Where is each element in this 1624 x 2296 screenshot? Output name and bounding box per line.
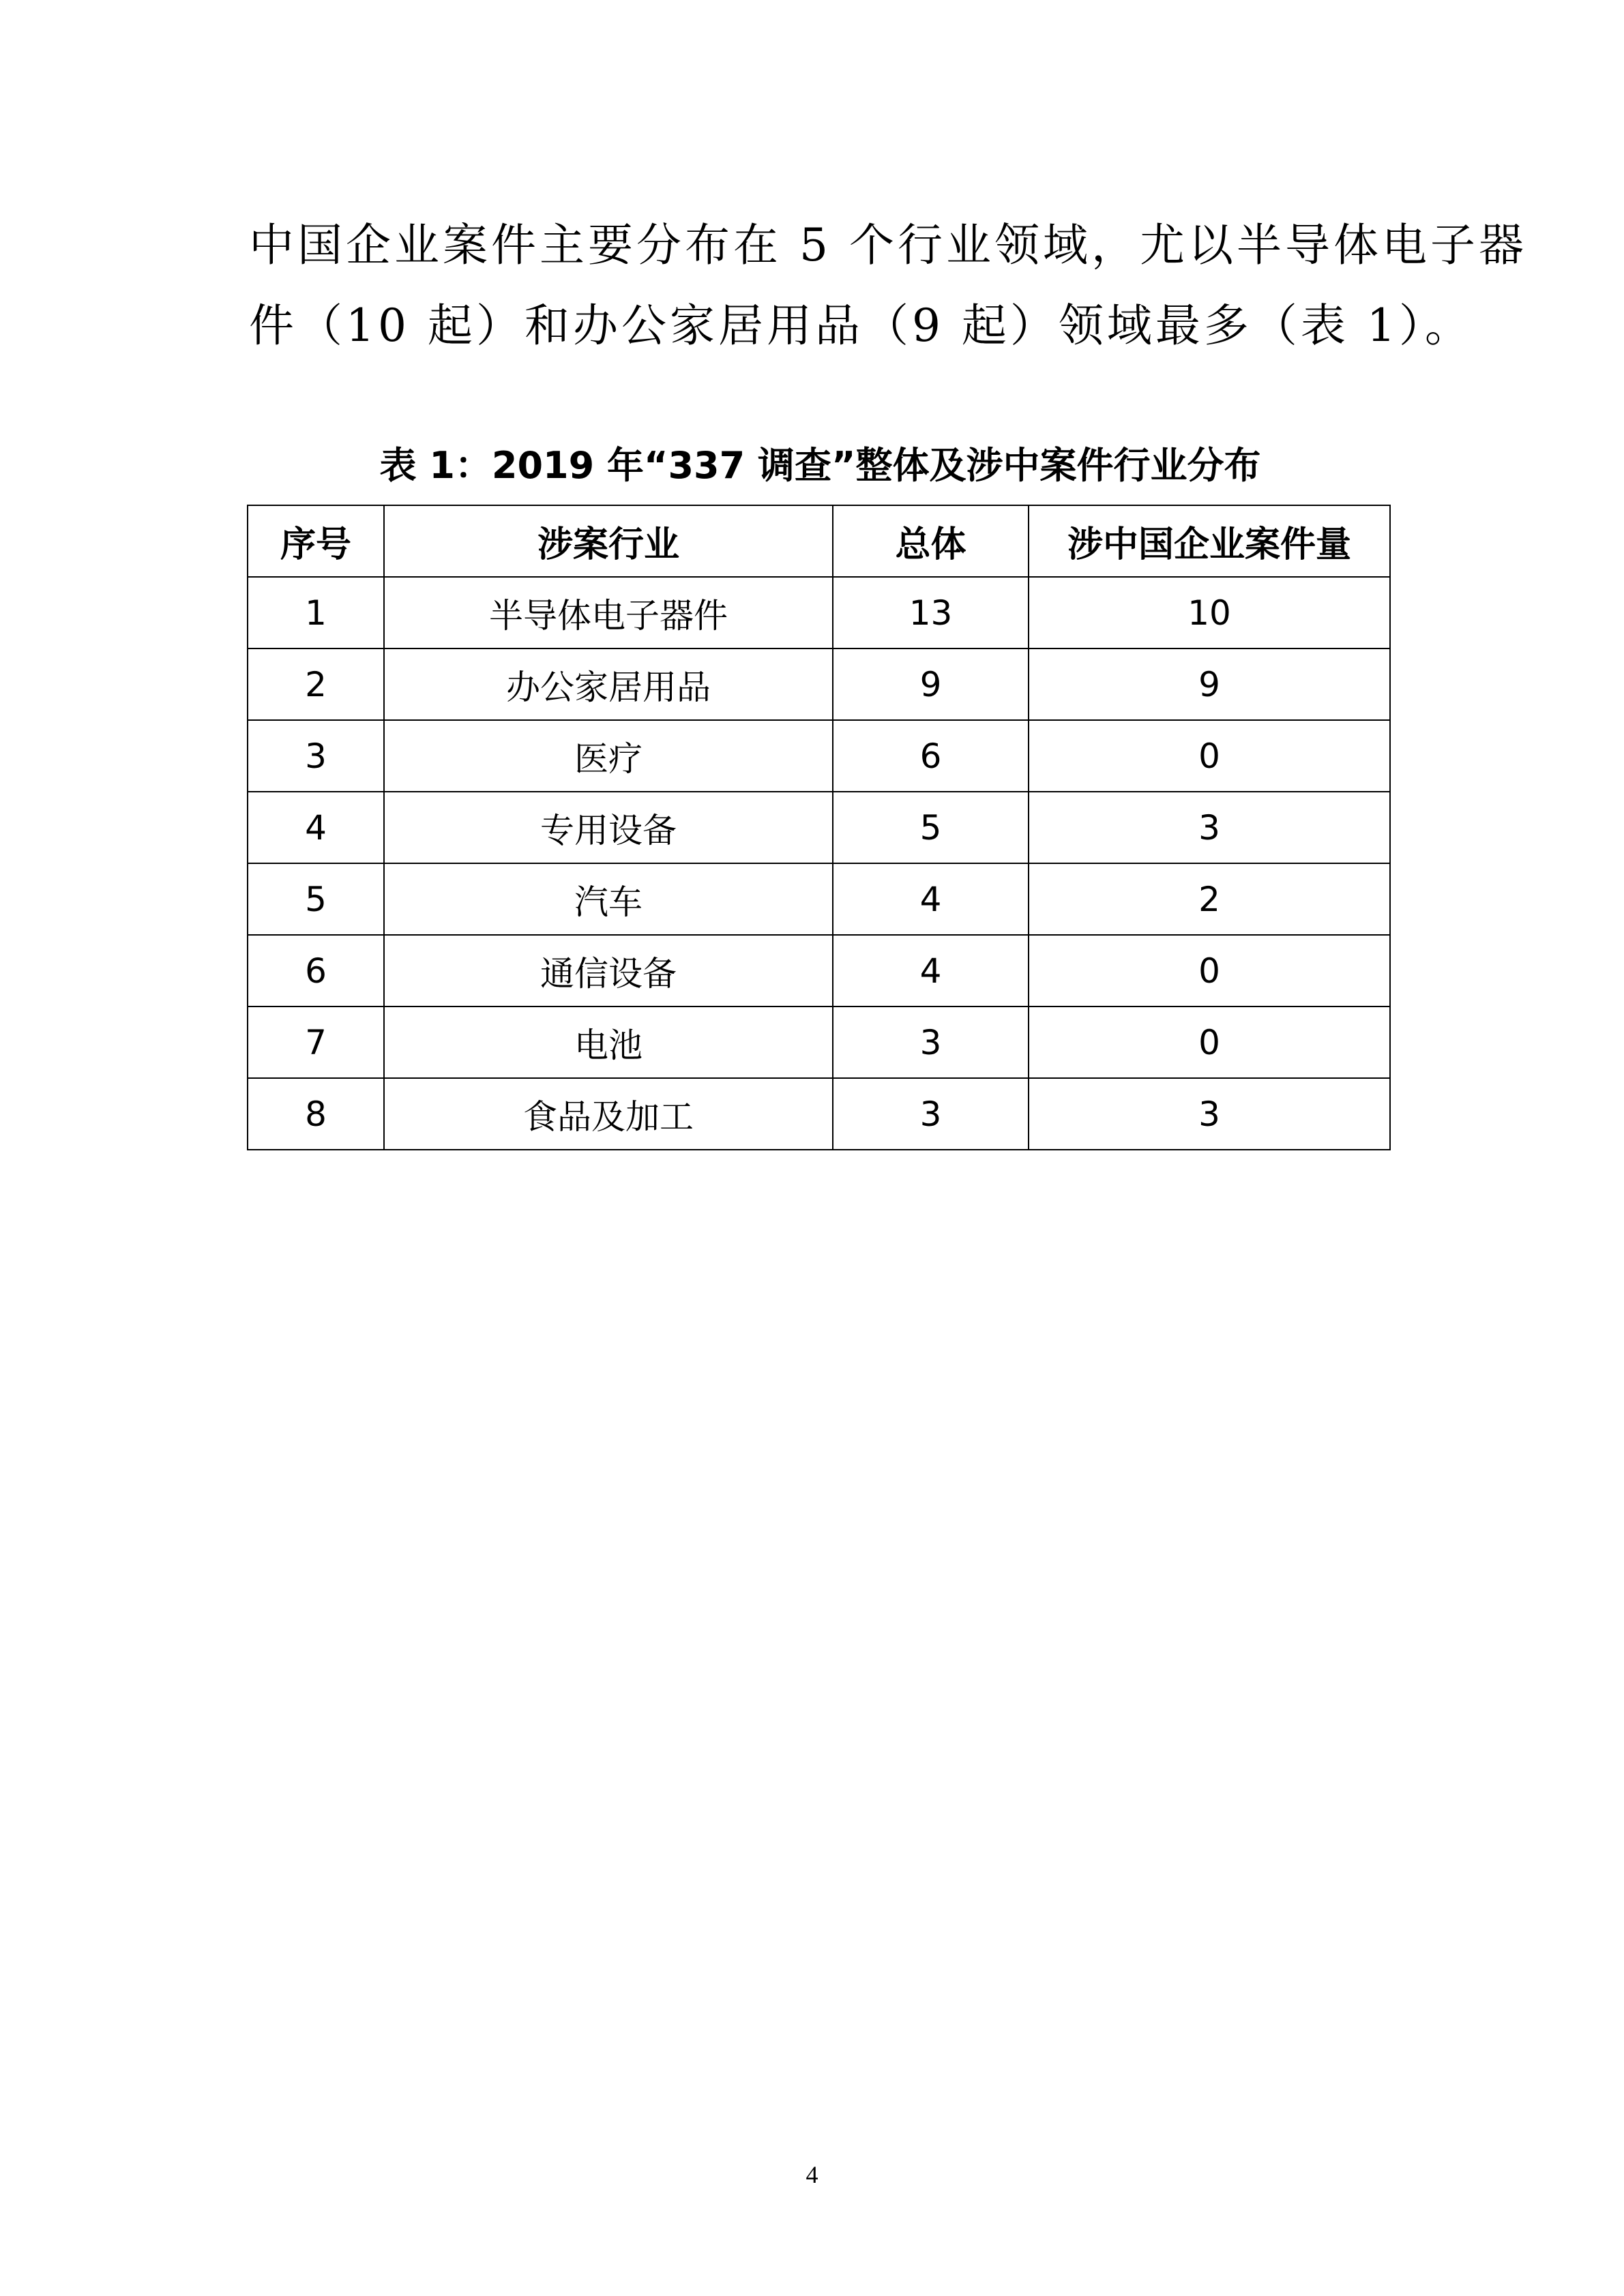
body-paragraph-line-2: 件（10 起）和办公家居用品（9 起）领域最多（表 1）。 bbox=[249, 299, 1473, 352]
table-row bbox=[248, 720, 1390, 792]
cell-index: 1 bbox=[248, 577, 384, 648]
cell-total: 3 bbox=[833, 1078, 1029, 1150]
table-caption: 表 1：2019 年“337 调查”整体及涉中案件行业分布 bbox=[379, 444, 1261, 487]
cell-china-cases: 0 bbox=[1029, 935, 1390, 1007]
cell-total: 6 bbox=[833, 720, 1029, 792]
cell-index: 3 bbox=[248, 720, 384, 792]
cell-industry: 电池 bbox=[384, 1007, 833, 1078]
header-industry: 涉案行业 bbox=[384, 505, 833, 577]
cell-index: 4 bbox=[248, 792, 384, 863]
cell-industry: 食品及加工 bbox=[384, 1078, 833, 1150]
cell-index: 6 bbox=[248, 935, 384, 1007]
table-row bbox=[248, 1007, 1390, 1078]
cell-china-cases: 0 bbox=[1029, 720, 1390, 792]
table-row bbox=[248, 577, 1390, 648]
cell-industry: 医疗 bbox=[384, 720, 833, 792]
table-row bbox=[248, 863, 1390, 935]
cell-industry: 办公家居用品 bbox=[384, 648, 833, 720]
cell-industry: 通信设备 bbox=[384, 935, 833, 1007]
cell-index: 8 bbox=[248, 1078, 384, 1150]
cell-industry: 半导体电子器件 bbox=[384, 577, 833, 648]
table-row bbox=[248, 648, 1390, 720]
table-header-row bbox=[248, 505, 1390, 577]
cell-total: 5 bbox=[833, 792, 1029, 863]
table-row bbox=[248, 935, 1390, 1007]
table-row bbox=[248, 1078, 1390, 1150]
cell-index: 7 bbox=[248, 1007, 384, 1078]
header-china-cases: 涉中国企业案件量 bbox=[1029, 505, 1390, 577]
header-total: 总体 bbox=[833, 505, 1029, 577]
body-paragraph-line-1: 中国企业案件主要分布在 5 个行业领域，尤以半导体电子器 bbox=[249, 219, 1527, 271]
cell-index: 5 bbox=[248, 863, 384, 935]
cell-total: 9 bbox=[833, 648, 1029, 720]
cell-index: 2 bbox=[248, 648, 384, 720]
page-number: 4 bbox=[806, 2161, 818, 2188]
cell-china-cases: 9 bbox=[1029, 648, 1390, 720]
industry-distribution-table bbox=[247, 505, 1391, 1150]
cell-china-cases: 3 bbox=[1029, 1078, 1390, 1150]
cell-total: 13 bbox=[833, 577, 1029, 648]
header-index: 序号 bbox=[248, 505, 384, 577]
cell-total: 3 bbox=[833, 1007, 1029, 1078]
cell-china-cases: 10 bbox=[1029, 577, 1390, 648]
cell-industry: 专用设备 bbox=[384, 792, 833, 863]
cell-total: 4 bbox=[833, 863, 1029, 935]
cell-total: 4 bbox=[833, 935, 1029, 1007]
table-row bbox=[248, 792, 1390, 863]
cell-china-cases: 2 bbox=[1029, 863, 1390, 935]
cell-china-cases: 0 bbox=[1029, 1007, 1390, 1078]
cell-industry: 汽车 bbox=[384, 863, 833, 935]
cell-china-cases: 3 bbox=[1029, 792, 1390, 863]
